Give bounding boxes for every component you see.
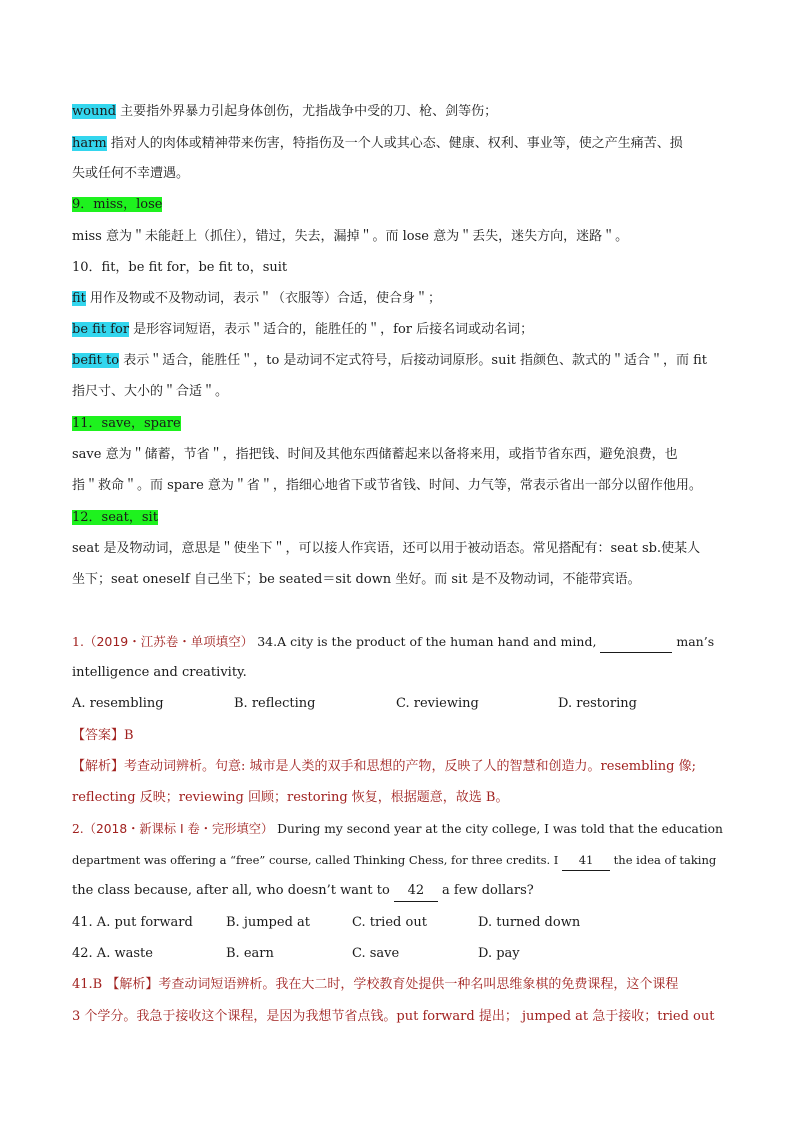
term-wound: wound: [72, 104, 117, 119]
q2-41-option-d: D. turned down: [478, 915, 581, 930]
note-harm: harm 指对人的肉体或精神带来伤害，特指伤及一个人或其心态、健康、权利、事业等，使之产生痛苦、损: [72, 136, 683, 151]
q1-option-a: A. resembling: [72, 696, 164, 711]
q1-answer: 【答案】B: [72, 728, 134, 743]
q2-41-option-c: C. tried out: [352, 915, 427, 930]
q2-41-option-b: B. jumped at: [226, 915, 310, 930]
q1-stem-line2: intelligence and creativity.: [72, 665, 247, 680]
q1-analysis-line1: 【解析】考查动词辨析。句意: 城市是人类的双手和思想的产物，反映了人的智慧和创造力。resembling 像;: [72, 759, 696, 774]
note-wound: wound 主要指外界暴力引起身体创伤，尤指战争中受的刀、枪、剑等伤；: [72, 104, 498, 119]
q2-stem-line1: 2.（2018・新课标 I 卷・完形填空） During my second year at the city college, I was told that the education: [72, 822, 723, 836]
term-befit-to: befit to: [72, 353, 120, 368]
note-11-line2: 指＂救命＂。而 spare 意为＂省＂，指细心地省下或节省钱、时间、力气等，常表示省出一部分以留作他用。: [72, 478, 702, 493]
q2-42-option-d: D. pay: [478, 946, 520, 961]
heading-10: 10．fit，be fit for，be fit to，suit: [72, 260, 288, 275]
q1-source: （2019・江苏卷・单项填空）: [83, 634, 254, 649]
term-be-fit-for: be fit for: [72, 322, 130, 337]
q1-analysis-line2: reflecting 反映；reviewing 回顾；restoring 恢复，根据题意，故选 B。: [72, 790, 509, 805]
q2-42-option-b: B. earn: [226, 946, 274, 961]
q2-source: （2018・新课标 I 卷・完形填空）: [83, 822, 274, 836]
term-harm: harm: [72, 136, 107, 151]
heading-9: 9．miss，lose: [72, 197, 163, 212]
note-befit-to: befit to 表示＂适合，能胜任＂，to 是动词不定式符号，后接动词原形。suit 指颜色、款式的＂适合＂，而 fit: [72, 353, 707, 368]
note-12-line1: seat 是及物动词，意思是＂使坐下＂，可以接人作宾语，还可以用于被动语态。常见搭配有：seat sb.使某人: [72, 541, 701, 556]
q2-42-option-a: 42. A. waste: [72, 946, 153, 961]
q1-option-d: D. restoring: [558, 696, 637, 711]
q1-option-b: B. reflecting: [234, 696, 316, 711]
note-harm-cont: 失或任何不幸遭遇。: [72, 166, 190, 181]
q2-blank-41: 41: [562, 850, 610, 871]
q2-stem-line2: department was offering a “free” course, called Thinking Chess, for three credits. I 41 the idea of taking: [72, 850, 722, 871]
note-befit-to-cont: 指尺寸、大小的＂合适＂。: [72, 384, 229, 399]
q1-blank: [600, 632, 672, 653]
q2-41-option-a: 41. A. put forward: [72, 915, 193, 930]
note-fit: fit 用作及物或不及物动词，表示＂（衣服等）合适，使合身＂；: [72, 291, 442, 306]
note-be-fit-for: be fit for 是形容词短语，表示＂适合的，能胜任的＂，for 后接名词或动名词；: [72, 322, 534, 337]
q2-analysis-line2: 3 个学分。我急于接收这个课程，是因为我想节省点钱。put forward 提出； jumped at 急于接收；tried out: [72, 1009, 715, 1024]
note-11-line1: save 意为＂储蓄，节省＂，指把钱、时间及其他东西储蓄起来以备将来用，或指节省东西，避免浪费，也: [72, 447, 678, 462]
note-12-line2: 坐下；seat oneself 自己坐下；be seated＝sit down 坐好。而 sit 是不及物动词，不能带宾语。: [72, 572, 641, 587]
q1-option-c: C. reviewing: [396, 696, 479, 711]
heading-11: 11．save，spare: [72, 416, 181, 431]
term-fit: fit: [72, 291, 86, 306]
note-9: miss 意为＂未能赶上（抓住），错过，失去，漏掉＂。而 lose 意为＂丢失，迷失方向，迷路＂。: [72, 229, 629, 244]
q2-42-option-c: C. save: [352, 946, 400, 961]
q2-blank-42: 42: [394, 881, 438, 902]
q2-stem-line3: the class because, after all, who doesn’t want to 42 a few dollars?: [72, 881, 722, 902]
heading-12: 12．seat，sit: [72, 510, 158, 525]
q2-analysis-line1: 41.B 【解析】考查动词短语辨析。我在大二时，学校教育处提供一种名叫思维象棋的免费课程，这个课程: [72, 977, 679, 992]
q1-stem-line1: 1.（2019・江苏卷・单项填空） 34.A city is the product of the human hand and mind, man’s: [72, 632, 722, 653]
